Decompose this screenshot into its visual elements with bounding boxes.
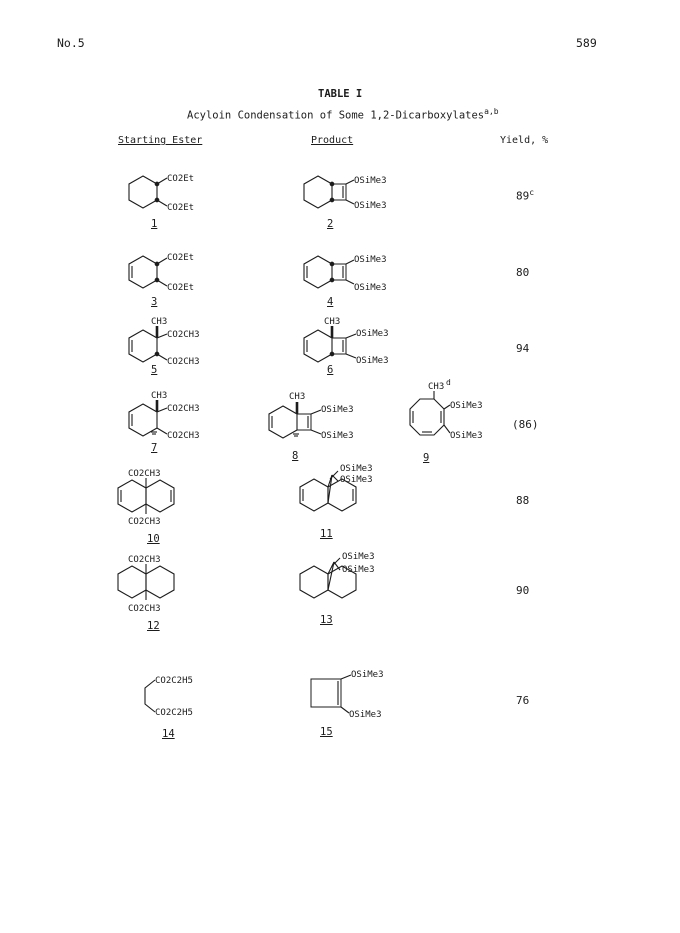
yield-value: 89$^c$ <box>516 188 535 203</box>
yield-value: 76 <box>516 694 530 707</box>
structure-ester-1 <box>125 170 205 230</box>
structure-ester-12 <box>118 556 208 626</box>
substituent-label: OSiMe3 <box>354 255 387 265</box>
substituent-label: CO2CH3 <box>167 431 200 441</box>
structure-product-6 <box>300 318 410 378</box>
structure-product-13 <box>300 550 410 620</box>
substituent-label: CH3 <box>151 317 168 327</box>
compound-number: 5 <box>151 364 158 376</box>
yield-value: (86) <box>512 418 539 431</box>
substituent-label: CO2CH3 <box>128 604 161 614</box>
column-header-starting-ester: Starting Ester <box>118 135 203 146</box>
yield-value: 88 <box>516 494 530 507</box>
column-header-product: Product <box>311 135 354 146</box>
substituent-label: CO2CH3 <box>128 517 161 527</box>
column-header-yield: Yield, % <box>500 135 549 146</box>
substituent-label: OSiMe3 <box>351 670 384 680</box>
substituent-label: CO2C2H5 <box>155 676 193 686</box>
substituent-label: CO2Et <box>167 283 195 293</box>
compound-number: 7 <box>151 442 158 454</box>
compound-number: 1 <box>151 218 158 230</box>
compound-number: 9 <box>423 452 430 464</box>
substituent-label: OSiMe3 <box>356 356 389 366</box>
compound-number: 2 <box>327 218 334 230</box>
compound-number: 11 <box>320 528 333 540</box>
compound-number: 12 <box>147 620 160 632</box>
footnote-marker: d <box>446 378 451 387</box>
compound-number: 13 <box>320 614 333 626</box>
substituent-label: OSiMe3 <box>321 431 354 441</box>
compound-number: 4 <box>327 296 334 308</box>
structure-product-2 <box>300 170 400 230</box>
structure-product-4 <box>300 250 400 310</box>
substituent-label: CO2CH3 <box>128 469 161 479</box>
compound-number: 8 <box>292 450 299 462</box>
structure-ester-10 <box>118 470 208 540</box>
yield-value: 94 <box>516 342 530 355</box>
substituent-label: CH3 <box>324 317 341 327</box>
substituent-label: CO2CH3 <box>167 404 200 414</box>
substituent-label: OSiMe3 <box>356 329 389 339</box>
substituent-label: OSiMe3 <box>321 405 354 415</box>
yield-value: 80 <box>516 266 530 279</box>
substituent-label: CO2C2H5 <box>155 708 193 718</box>
compound-number: 6 <box>327 364 334 376</box>
substituent-label: CO2CH3 <box>167 357 200 367</box>
structure-ester-14 <box>135 670 235 730</box>
structure-ester-3 <box>125 250 205 310</box>
table-label: TABLE I <box>318 88 363 100</box>
substituent-label: CH3 <box>428 382 445 392</box>
substituent-label: CO2Et <box>167 203 195 213</box>
substituent-label: CH3 <box>289 392 306 402</box>
structure-ester-7 <box>125 392 215 452</box>
substituent-label: OSiMe3 <box>354 283 387 293</box>
substituent-label: OSiMe3 <box>354 201 387 211</box>
substituent-label: OSiMe3 <box>349 710 382 720</box>
substituent-label: OSiMe3 <box>340 464 373 474</box>
substituent-label: OSiMe3 <box>342 552 375 562</box>
table-caption: Acyloin Condensation of Some 1,2-Dicarboxylates$^{a,b}$ <box>187 107 499 122</box>
journal-issue: No.5 <box>57 36 85 50</box>
substituent-label: CO2CH3 <box>128 555 161 565</box>
compound-number: 14 <box>162 728 175 740</box>
structure-product-9 <box>400 382 490 460</box>
substituent-label: OSiMe3 <box>340 475 373 485</box>
substituent-label: CO2Et <box>167 253 195 263</box>
substituent-label: CO2CH3 <box>167 330 200 340</box>
substituent-label: OSiMe3 <box>450 431 483 441</box>
compound-number: 3 <box>151 296 158 308</box>
structure-product-8 <box>265 392 375 462</box>
substituent-label: OSiMe3 <box>354 176 387 186</box>
substituent-label: OSiMe3 <box>450 401 483 411</box>
structure-ester-5 <box>125 318 215 378</box>
structure-product-15 <box>305 665 415 725</box>
substituent-label: OSiMe3 <box>342 565 375 575</box>
compound-number: 10 <box>147 533 160 545</box>
compound-number: 15 <box>320 726 333 738</box>
substituent-label: CO2Et <box>167 174 195 184</box>
substituent-label: CH3 <box>151 391 168 401</box>
yield-value: 90 <box>516 584 530 597</box>
page-number: 589 <box>576 36 597 50</box>
structure-product-11 <box>300 465 410 535</box>
